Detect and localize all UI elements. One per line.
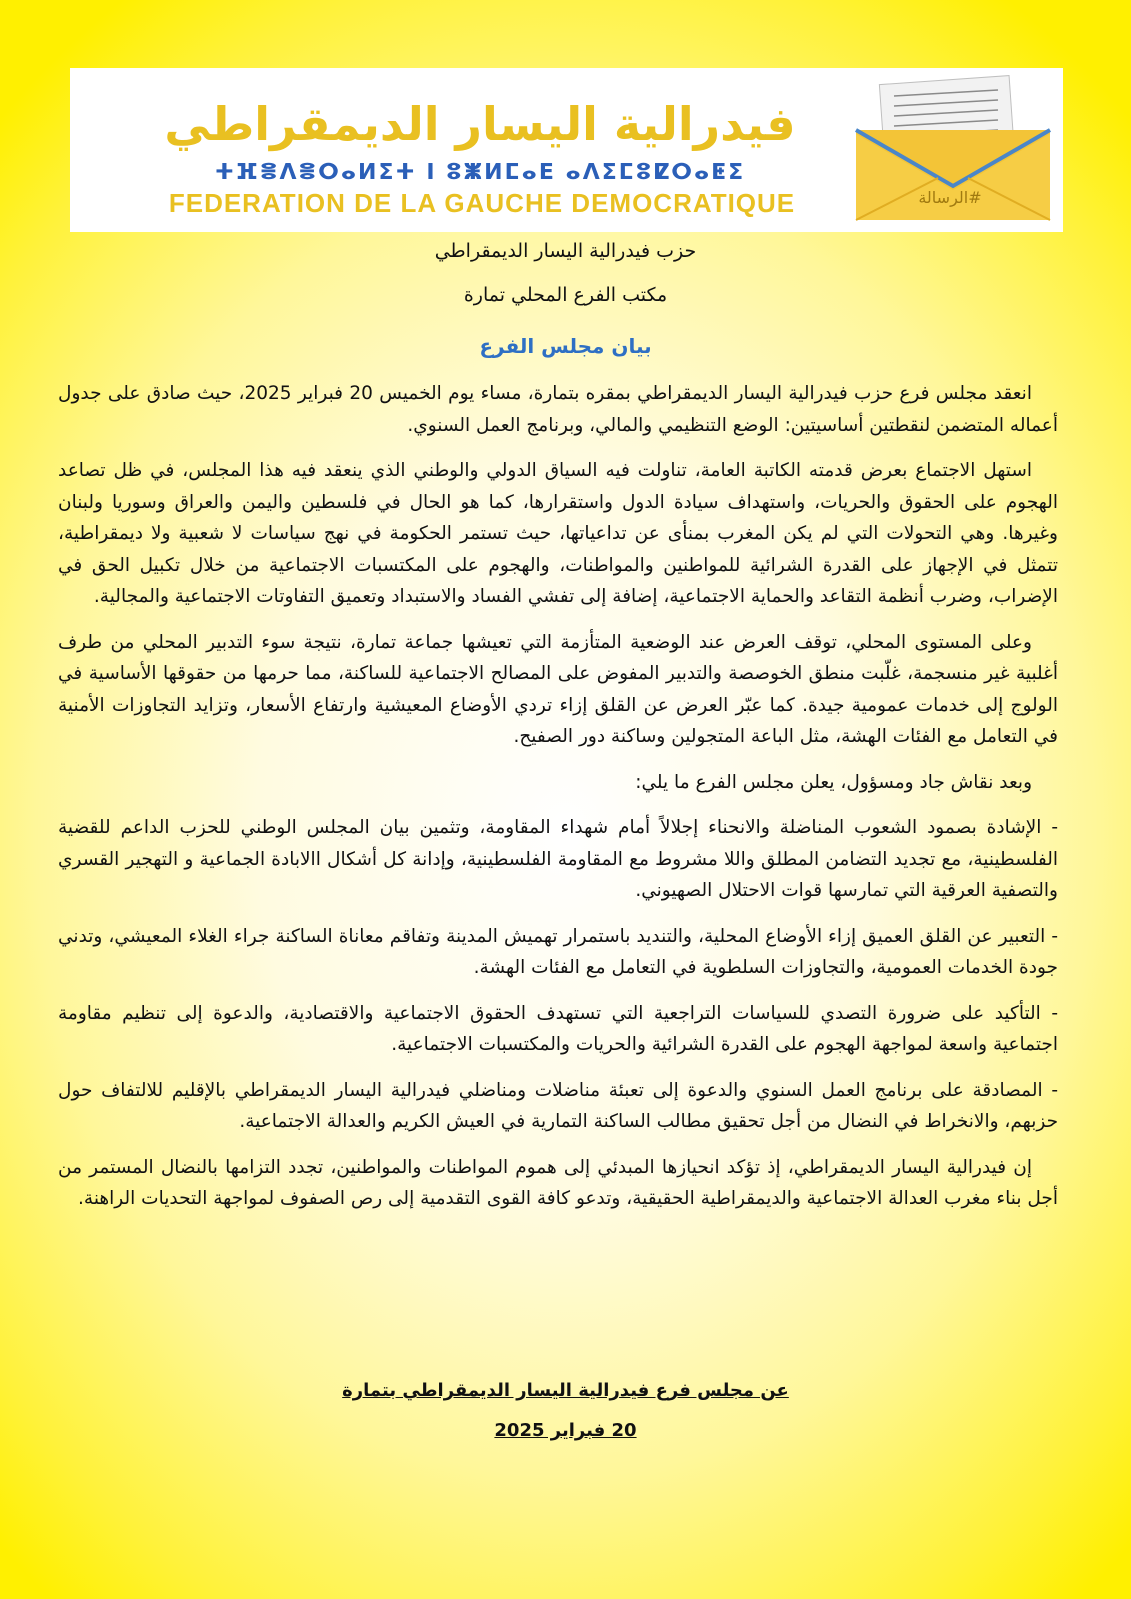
declaration-item: - المصادقة على برنامج العمل السنوي والدعوة إلى تعبئة مناضلات ومناضلي فيدرالية اليسار الديمقراطي بالإقليم للالتفاف حول حزبهم، والانخراط في النضال من أجل تحقيق مطالب الساكنة التمارية في العيش الكريم والعدالة الاجتماعية. — [58, 1079, 1058, 1132]
banner-arabic-title: فيدرالية اليسار الديمقراطي — [164, 97, 796, 151]
envelope-caption: #الرسالة — [918, 188, 982, 207]
paragraph-declaration-intro: وبعد نقاش جاد ومسؤول، يعلن مجلس الفرع ما يلي: — [635, 771, 1032, 793]
banner-french-title: FEDERATION DE LA GAUCHE DEMOCRATIQUE — [168, 188, 796, 218]
header-banner — [70, 68, 1063, 232]
statement-title: بيان مجلس الفرع — [479, 334, 652, 358]
party-name: حزب فيدرالية اليسار الديمقراطي — [434, 240, 697, 262]
signature-date: 20 فبراير 2025 — [494, 1420, 637, 1441]
banner-tifinagh-title: ⵜⴼⴻⴷⴻⵔⴰⵍⵉⵜ ⵏ ⵓⵥⵍⵎⴰⴹ ⴰⴷⵉⵎⵓⵇⵔⴰⵟⵉ — [214, 160, 746, 185]
paragraph-closing: إن فيدرالية اليسار الديمقراطي، إذ تؤكد انحيازها المبدئي إلى هموم المواطنات والمواطنين، تجدد التزامها بالنضال المستمر من أجل بناء مغرب العدالة الاجتماعية والديمقراطية الحقيقية، وتدعو كافة القوى التقدمية إلى رص الصفوف لمواجهة التحديات الراهنة. — [58, 1156, 1058, 1209]
paragraph-local-context: وعلى المستوى المحلي، توقف العرض عند الوضعية المتأزمة التي تعيشها جماعة تمارة، نتيجة سوء التدبير المحلي من طرف أغلبية غير منسجمة، غلّبت منطق الخوصصة والتدبير المفوض على المصالح الاجتماعية للساكنة، مما حرمها من حقوقها الأساسية في الولوج إلى خدمات عمومية جيدة. كما عبّر العرض عن القلق إزاء تردي الأوضاع المعيشية وارتفاع الأسعار، وتزايد التجاوزات الأمنية في التعامل مع الفئات الهشة، مثل الباعة المتجولين وساكنة دور الصفيح. — [58, 631, 1058, 747]
signature-line: عن مجلس فرع فيدرالية اليسار الديمقراطي بتمارة — [342, 1380, 789, 1401]
paragraph-opening: انعقد مجلس فرع حزب فيدرالية اليسار الديمقراطي بمقره بتمارة، مساء يوم الخميس 20 فبراير 2025، حيث صادق على جدول أعماله المتضمن لنقطتين أساسيتين: الوضع التنظيمي والمالي، وبرنامج العمل السنوي. — [58, 383, 1058, 436]
declaration-item: - التعبير عن القلق العميق إزاء الأوضاع المحلية، والتنديد باستمرار تهميش المدينة وتفاقم معاناة الساكنة جراء الغلاء المعيشي، وتدني جودة الخدمات العمومية، والتجاوزات السلطوية في التعامل مع الفئات الهشة. — [58, 925, 1058, 978]
paragraph-national-context: استهل الاجتماع بعرض قدمته الكاتبة العامة، تناولت فيه السياق الدولي والوطني الذي ينعقد فيه هذا المجلس، في ظل تصاعد الهجوم على الحقوق والحريات، واستهداف سيادة الدول واستقرارها، كما هو الحال في فلسطين واليمن والعراق وسوريا ولبنان وغيرها. وهي التحولات التي لم يكن المغرب بمنأى عن تداعياتها، حيث تستمر الحكومة في نهج سياسات لا شعبية ولا ديمقراطية، تتمثل في الإجهاز على القدرة الشرائية للمواطنين والمواطنات، والهجوم على المكتسبات الاجتماعية من خلال تكبيل الحق في الإضراب، وضرب أنظمة التقاعد والحماية الاجتماعية، إضافة إلى تفشي الفساد والاستبداد وتعميق التفاوتات الاجتماعية والمجالية. — [58, 460, 1058, 607]
declaration-item: - التأكيد على ضرورة التصدي للسياسات التراجعية التي تستهدف الحقوق الاجتماعية والاقتصادية، والدعوة إلى تنظيم مقاومة اجتماعية واسعة لمواجهة الهجوم على القدرة الشرائية والحريات والمكتسبات الاجتماعية. — [58, 1002, 1058, 1055]
declaration-item: - الإشادة بصمود الشعوب المناضلة والانحناء إجلالاً أمام شهداء المقاومة، وتثمين بيان المجلس الوطني للحزب الداعم للقضية الفلسطينية، مع تجديد التضامن المطلق واللا مشروط مع المقاومة الفلسطينية، وإدانة كل أشكال االابادة الجماعية و التهجير القسري والتصفية العرقية التي تمارسها قوات الاحتلال الصهيوني. — [58, 817, 1058, 901]
office-name: مكتب الفرع المحلي تمارة — [463, 284, 668, 306]
statement-body — [58, 378, 1058, 1215]
